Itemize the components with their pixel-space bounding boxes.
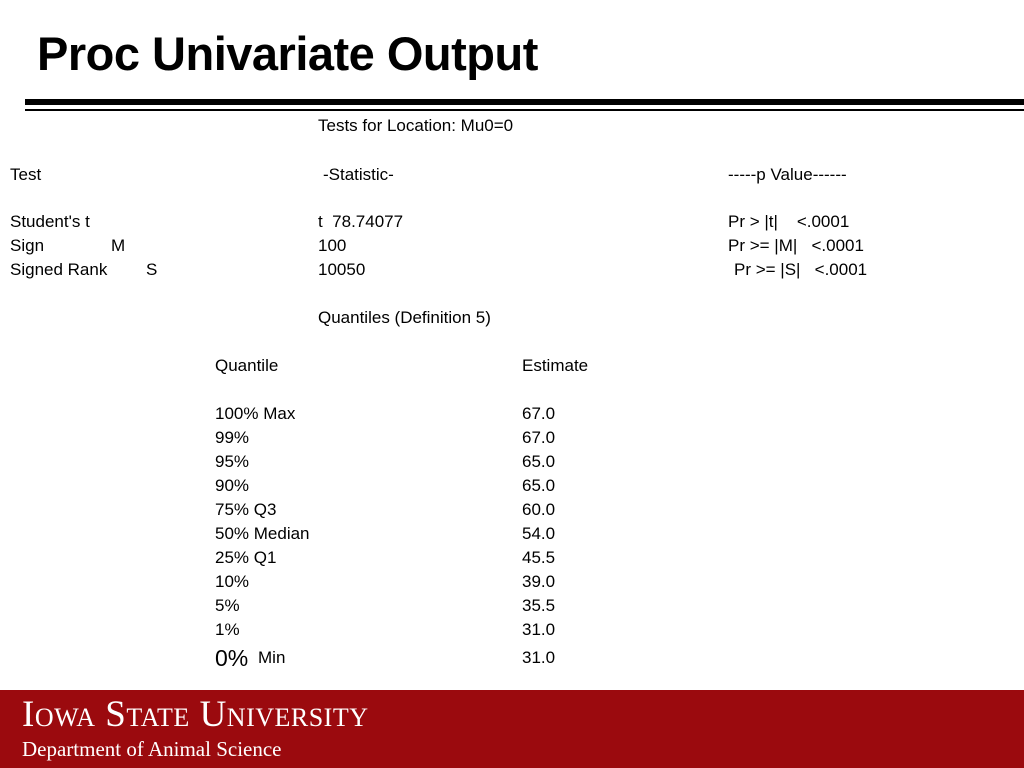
test-symbol: M [111, 236, 126, 255]
test-name: Sign [10, 236, 45, 255]
test-name: Student's t [10, 212, 90, 231]
test-statistic: 10050 [318, 260, 366, 279]
quantile-estimate: 45.5 [522, 548, 556, 567]
quantile-label: 100% Max [215, 404, 296, 423]
quantile-label: 50% Median [215, 524, 310, 543]
quantile-estimate: 67.0 [522, 428, 556, 447]
quantile-estimate: 31.0 [522, 620, 556, 639]
test-pvalue: Pr > |t| <.0001 [728, 212, 850, 231]
column-header-quantile: Quantile [215, 356, 279, 375]
quantile-estimate: 54.0 [522, 524, 556, 543]
slide-title: Proc Univariate Output [37, 27, 538, 80]
quantiles-heading: Quantiles (Definition 5) [318, 308, 491, 327]
quantile-label: 25% Q1 [215, 548, 277, 567]
column-header-statistic: -Statistic- [323, 165, 394, 184]
quantile-estimate: 39.0 [522, 572, 556, 591]
column-header-estimate: Estimate [522, 356, 589, 375]
quantile-percent: 0% [215, 645, 249, 671]
title-divider-thick [25, 99, 1024, 105]
quantile-estimate: 31.0 [522, 648, 556, 667]
university-name: Iowa State University [22, 694, 369, 735]
quantile-label: 5% [215, 596, 240, 615]
quantile-estimate: 65.0 [522, 476, 556, 495]
quantile-estimate: 67.0 [522, 404, 556, 423]
test-pvalue: Pr >= |S| <.0001 [734, 260, 868, 279]
quantile-label: 75% Q3 [215, 500, 277, 519]
test-pvalue: Pr >= |M| <.0001 [728, 236, 864, 255]
quantile-label: 95% [215, 452, 250, 471]
test-name: Signed Rank [10, 260, 108, 279]
location-tests-heading: Tests for Location: Mu0=0 [318, 116, 514, 135]
test-statistic: 100 [318, 236, 347, 255]
column-header-test: Test [10, 165, 42, 184]
quantile-estimate: 65.0 [522, 452, 556, 471]
test-symbol: S [146, 260, 158, 279]
column-header-pvalue: -----p Value------ [728, 165, 847, 184]
quantile-label: 10% [215, 572, 250, 591]
quantile-estimate: 35.5 [522, 596, 556, 615]
quantile-label: 1% [215, 620, 240, 639]
quantile-label: 99% [215, 428, 250, 447]
test-statistic: t 78.74077 [318, 212, 404, 231]
quantile-label: Min [258, 648, 286, 667]
quantile-label: 90% [215, 476, 250, 495]
title-divider-thin [25, 109, 1024, 111]
department-name: Department of Animal Science [22, 737, 282, 761]
quantile-estimate: 60.0 [522, 500, 556, 519]
